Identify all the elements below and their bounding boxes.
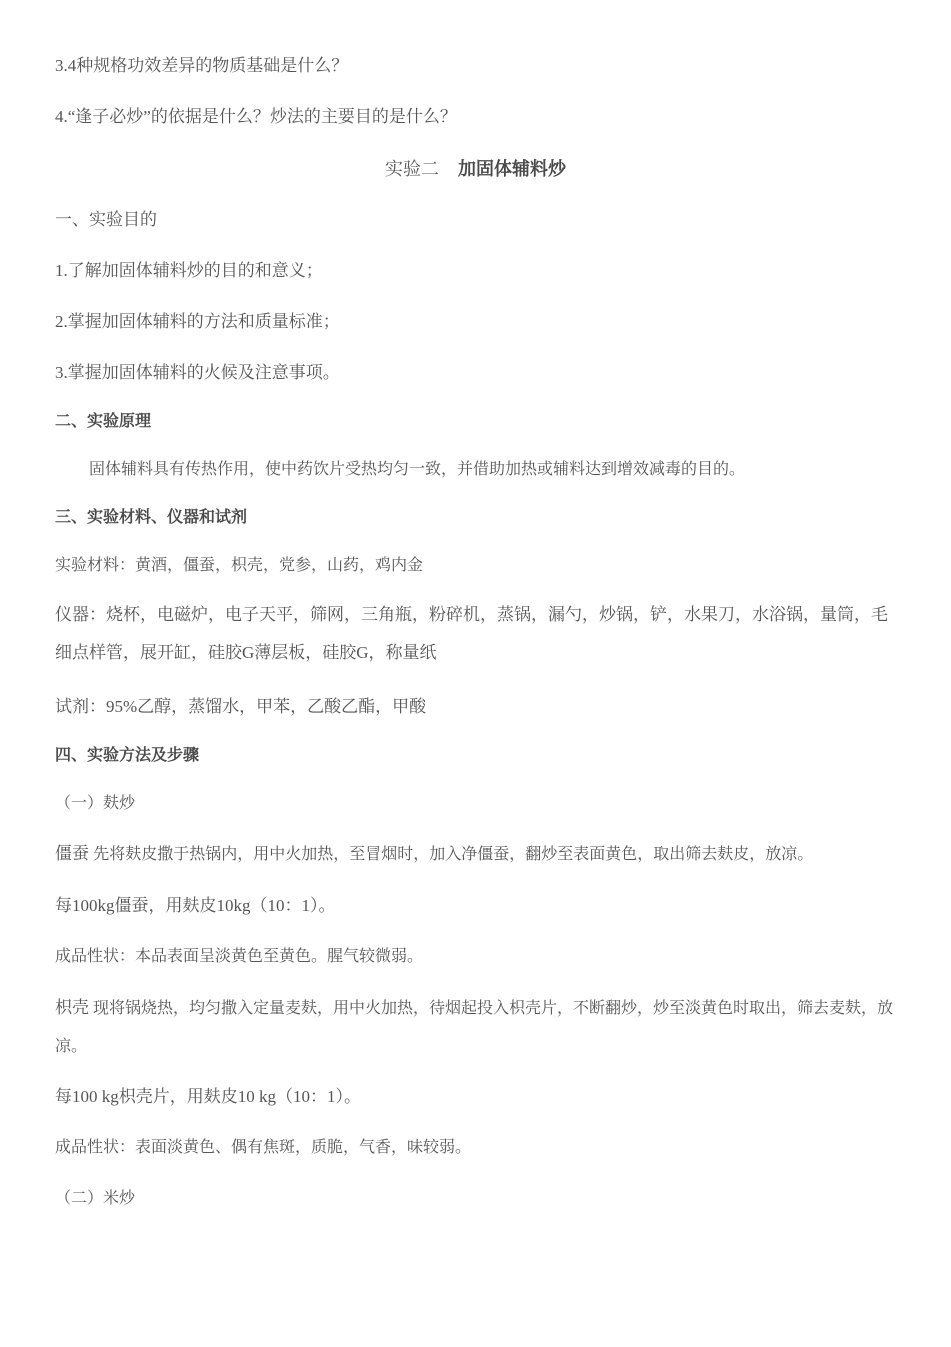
materials-text: 实验材料：黄酒，僵蚕，枳壳，党参，山药，鸡内金 (55, 557, 424, 574)
subsection-2-heading: （二）米炒 (55, 1190, 136, 1207)
jiangcan-name: 僵蚕 (55, 844, 89, 863)
section-3-heading: 三、实验材料、仪器和试剂 (55, 509, 248, 526)
experiment-title-prefix: 实验二 (385, 159, 439, 179)
objective-item-1: 1.了解加固体辅料炒的目的和意义； (55, 261, 323, 280)
zhiqiao-name: 枳壳 (55, 998, 89, 1017)
experiment-title (0, 157, 951, 181)
zhiqiao-product: 成品性状：表面淡黄色、偶有焦斑，质脆，气香，味较弱。 (55, 1139, 472, 1156)
objective-item-2: 2.掌握加固体辅料的方法和质量标准； (55, 312, 340, 331)
section-2-heading: 二、实验原理 (55, 413, 152, 430)
jiangcan-method (55, 843, 813, 866)
experiment-title-main: 加固体辅料炒 (458, 159, 566, 179)
principle-text: 固体辅料具有传热作用，使中药饮片受热均匀一致，并借助加热或辅料达到增效减毒的目的。 (89, 461, 746, 478)
instruments-text: 仪器：烧杯，电磁炉，电子天平，筛网，三角瓶，粉碎机，蒸锅，漏勺，炒锅，铲，水果刀，水浴锅，量筒，毛细点样管，展开缸，硅胶G薄层板，硅胶G，称量纸 (55, 605, 888, 662)
reagents-text: 试剂：95%乙醇，蒸馏水，甲苯，乙酸乙酯，甲酸 (55, 697, 427, 716)
question-4: 4.“逢子必炒”的依据是什么？炒法的主要目的是什么？ (55, 107, 457, 126)
jiangcan-product: 成品性状：本品表面呈淡黄色至黄色。腥气较微弱。 (55, 948, 424, 965)
jiangcan-method-text: 先将麸皮撒于热锅内，用中火加热，至冒烟时，加入净僵蚕，翻炒至表面黄色，取出筛去麸皮，放凉。 (93, 846, 814, 863)
subsection-1-heading: （一）麸炒 (55, 795, 136, 812)
question-3: 3.4种规格功效差异的物质基础是什么？ (55, 56, 349, 75)
zhiqiao-method-text: 现将锅烧热，均匀撒入定量麦麸，用中火加热，待烟起投入枳壳片，不断翻炒，炒至淡黄色时取出，筛去麦麸，放凉。 (55, 1000, 894, 1055)
jiangcan-ratio: 每100kg僵蚕，用麸皮10kg（10：1）。 (55, 896, 336, 915)
section-1-heading: 一、实验目的 (55, 210, 157, 229)
zhiqiao-ratio: 每100 kg枳壳片，用麸皮10 kg（10：1）。 (55, 1087, 361, 1106)
objective-item-3: 3.掌握加固体辅料的火候及注意事项。 (55, 363, 340, 382)
section-4-heading: 四、实验方法及步骤 (55, 747, 200, 764)
zhiqiao-method (55, 989, 895, 1066)
